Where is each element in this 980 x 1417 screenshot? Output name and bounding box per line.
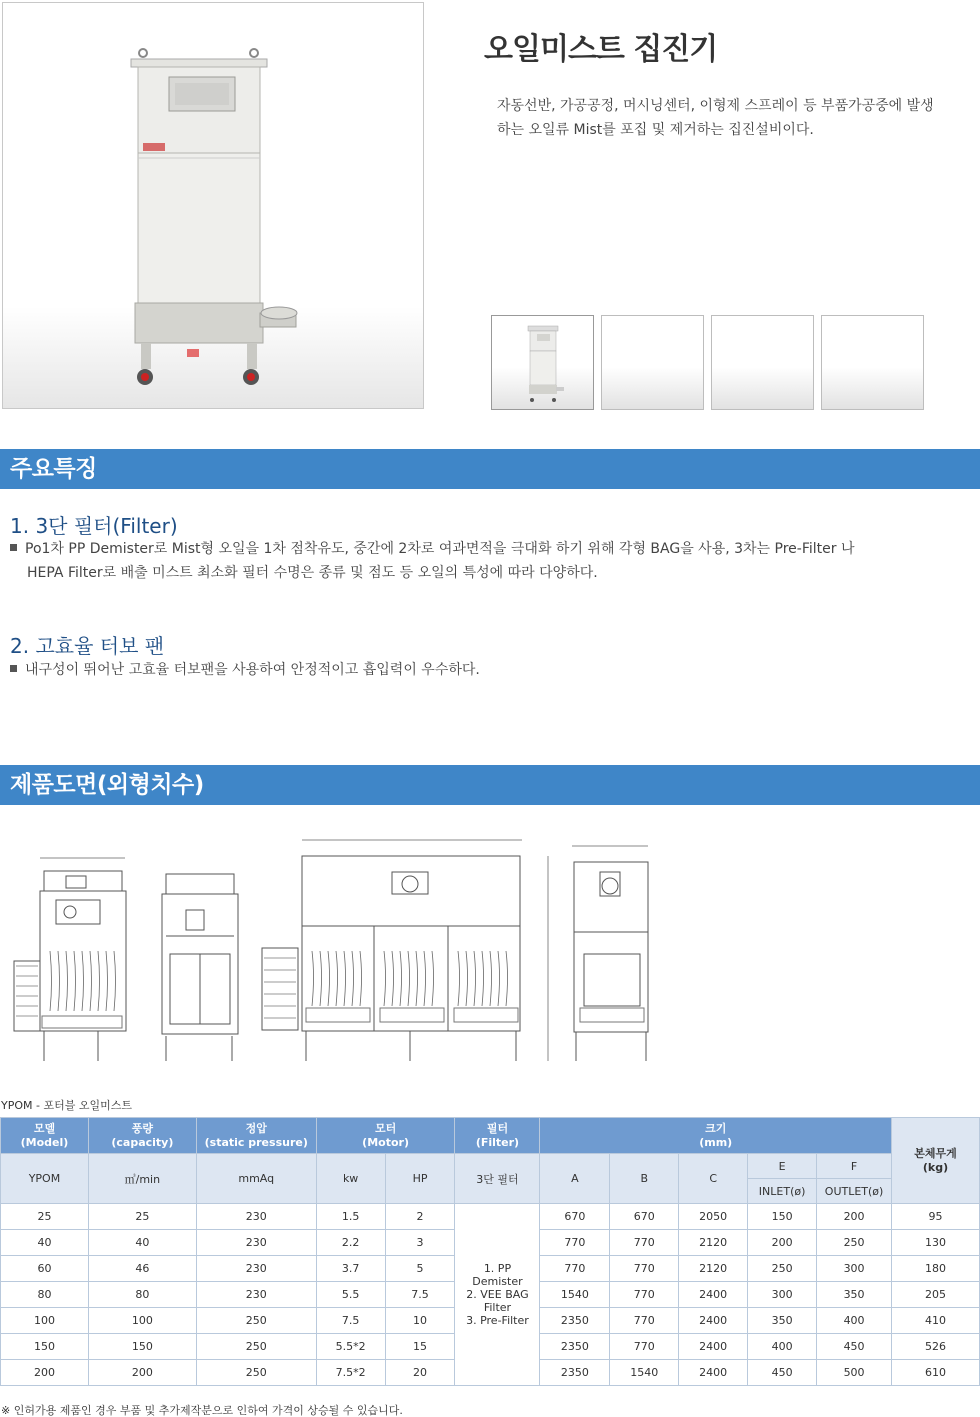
- cell-kw: 5.5*2: [316, 1334, 385, 1360]
- cell-c: 2120: [679, 1256, 748, 1282]
- cell-pressure: 250: [196, 1334, 316, 1360]
- cell-outlet: 200: [817, 1204, 892, 1230]
- cell-weight: 610: [892, 1360, 980, 1386]
- thumbnail-4[interactable]: [821, 315, 924, 410]
- cell-weight: 130: [892, 1230, 980, 1256]
- unit-filter: 3단 필터: [455, 1154, 540, 1204]
- header-size: 크기 (mm): [540, 1118, 892, 1154]
- unit-b: B: [610, 1154, 679, 1204]
- cell-b: 770: [610, 1282, 679, 1308]
- drawing-section-header: 제품도면(외형치수): [0, 765, 980, 805]
- cell-outlet: 250: [817, 1230, 892, 1256]
- cell-hp: 7.5: [385, 1282, 455, 1308]
- cell-c: 2400: [679, 1308, 748, 1334]
- unit-pressure: mmAq: [196, 1154, 316, 1204]
- cell-capacity: 200: [88, 1360, 196, 1386]
- cell-a: 770: [540, 1256, 610, 1282]
- spec-table: [0, 1117, 980, 1386]
- unit-a: A: [540, 1154, 610, 1204]
- cell-kw: 7.5*2: [316, 1360, 385, 1386]
- cell-weight: 180: [892, 1256, 980, 1282]
- table-row: [1, 1204, 980, 1230]
- cell-a: 670: [540, 1204, 610, 1230]
- product-drawings: [0, 826, 980, 1076]
- header-pressure: 정압 (static pressure): [196, 1118, 316, 1154]
- cell-hp: 5: [385, 1256, 455, 1282]
- unit-e: E: [748, 1154, 817, 1179]
- header-model: 모델 (Model): [1, 1118, 89, 1154]
- cell-model: 40: [1, 1230, 89, 1256]
- drawing-side-large: [572, 846, 648, 1061]
- cell-c: 2050: [679, 1204, 748, 1230]
- cell-inlet: 250: [748, 1256, 817, 1282]
- table-note: ※ 인허가용 제품인 경우 부품 및 추가제작분으로 인하여 가격이 상승될 수 있습니다.: [1, 1404, 403, 1417]
- cell-kw: 5.5: [316, 1282, 385, 1308]
- technical-drawing: [0, 826, 980, 1076]
- thumbnail-3[interactable]: [711, 315, 814, 410]
- oil-mist-collector-illustration: [3, 3, 424, 409]
- feature-2-title: 2. 고효율 터보 팬: [10, 634, 165, 658]
- cell-c: 2120: [679, 1230, 748, 1256]
- cell-hp: 15: [385, 1334, 455, 1360]
- feature-2-line-1: 내구성이 뛰어난 고효율 터보팬을 사용하여 안정적이고 흡입력이 우수하다.: [25, 662, 480, 678]
- cell-pressure: 250: [196, 1360, 316, 1386]
- cell-weight: 526: [892, 1334, 980, 1360]
- product-description: 자동선반, 가공공정, 머시닝센터, 이형제 스프레이 등 부품가공중에 발생하는 오일류 Mist를 포집 및 제거하는 집진설비이다.: [497, 98, 934, 138]
- drawing-side-small: [162, 874, 238, 1061]
- unit-inlet: INLET(ø): [748, 1179, 817, 1204]
- cell-outlet: 400: [817, 1308, 892, 1334]
- cell-capacity: 150: [88, 1334, 196, 1360]
- main-product-image: [2, 2, 424, 409]
- cell-hp: 20: [385, 1360, 455, 1386]
- cell-hp: 2: [385, 1204, 455, 1230]
- cell-model: 80: [1, 1282, 89, 1308]
- feature-1-title: 1. 3단 필터(Filter): [10, 514, 178, 538]
- cell-model: 100: [1, 1308, 89, 1334]
- cell-kw: 7.5: [316, 1308, 385, 1334]
- cell-outlet: 300: [817, 1256, 892, 1282]
- bullet-icon: [10, 665, 17, 672]
- header-filter: 필터 (Filter): [455, 1118, 540, 1154]
- feature-2-text: [10, 658, 910, 682]
- cell-model: 150: [1, 1334, 89, 1360]
- header-motor: 모터 (Motor): [316, 1118, 455, 1154]
- header-capacity: 풍량 (capacity): [88, 1118, 196, 1154]
- thumbnail-product-image: [492, 316, 593, 409]
- feature-1-text: [10, 537, 910, 585]
- cell-filter-desc: 1. PP Demister 2. VEE BAG Filter 3. Pre-Filter: [455, 1204, 540, 1386]
- cell-inlet: 150: [748, 1204, 817, 1230]
- cell-capacity: 80: [88, 1282, 196, 1308]
- cell-kw: 1.5: [316, 1204, 385, 1230]
- unit-outlet: OUTLET(ø): [817, 1179, 892, 1204]
- unit-c: C: [679, 1154, 748, 1204]
- thumbnail-1[interactable]: [491, 315, 594, 410]
- thumbnail-gallery: [491, 315, 924, 410]
- cell-pressure: 230: [196, 1204, 316, 1230]
- cell-hp: 10: [385, 1308, 455, 1334]
- thumbnail-2[interactable]: [601, 315, 704, 410]
- cell-inlet: 300: [748, 1282, 817, 1308]
- cell-pressure: 230: [196, 1282, 316, 1308]
- cell-model: 25: [1, 1204, 89, 1230]
- cell-pressure: 230: [196, 1230, 316, 1256]
- cell-kw: 3.7: [316, 1256, 385, 1282]
- cell-capacity: 100: [88, 1308, 196, 1334]
- header-weight: 본체무게 (kg): [892, 1118, 980, 1204]
- product-title: 오일미스트 집진기: [484, 32, 718, 67]
- cell-capacity: 25: [88, 1204, 196, 1230]
- table-caption: YPOM - 포터블 오일미스트: [1, 1099, 132, 1112]
- cell-capacity: 40: [88, 1230, 196, 1256]
- cell-inlet: 350: [748, 1308, 817, 1334]
- unit-hp: HP: [385, 1154, 455, 1204]
- cell-a: 2350: [540, 1360, 610, 1386]
- cell-b: 770: [610, 1230, 679, 1256]
- cell-capacity: 46: [88, 1256, 196, 1282]
- cell-inlet: 450: [748, 1360, 817, 1386]
- unit-f: F: [817, 1154, 892, 1179]
- cell-outlet: 350: [817, 1282, 892, 1308]
- cell-a: 2350: [540, 1308, 610, 1334]
- cell-b: 770: [610, 1256, 679, 1282]
- bullet-icon: [10, 544, 17, 551]
- cell-kw: 2.2: [316, 1230, 385, 1256]
- cell-model: 60: [1, 1256, 89, 1282]
- cell-b: 770: [610, 1308, 679, 1334]
- cell-inlet: 400: [748, 1334, 817, 1360]
- cell-b: 670: [610, 1204, 679, 1230]
- cell-weight: 410: [892, 1308, 980, 1334]
- cell-b: 770: [610, 1334, 679, 1360]
- cell-pressure: 250: [196, 1308, 316, 1334]
- cell-b: 1540: [610, 1360, 679, 1386]
- cell-weight: 205: [892, 1282, 980, 1308]
- features-section-header: 주요특징: [0, 449, 980, 489]
- drawing-front-large: [262, 840, 548, 1061]
- cell-a: 770: [540, 1230, 610, 1256]
- unit-kw: kw: [316, 1154, 385, 1204]
- cell-model: 200: [1, 1360, 89, 1386]
- cell-hp: 3: [385, 1230, 455, 1256]
- unit-capacity: ㎥/min: [88, 1154, 196, 1204]
- unit-model: YPOM: [1, 1154, 89, 1204]
- cell-a: 1540: [540, 1282, 610, 1308]
- cell-outlet: 450: [817, 1334, 892, 1360]
- feature-1-line-2: HEPA Filter로 배출 미스트 최소화 필터 수명은 종류 및 점도 등 오일의 특성에 따라 다양하다.: [27, 565, 598, 581]
- feature-1-line-1: Po1차 PP Demister로 Mist형 오일을 1차 점착유도, 중간에 2차로 여과면적을 극대화 하기 위해 각형 BAG을 사용, 3차는 Pre-Filter 나: [25, 541, 855, 557]
- cell-pressure: 230: [196, 1256, 316, 1282]
- cell-outlet: 500: [817, 1360, 892, 1386]
- cell-a: 2350: [540, 1334, 610, 1360]
- cell-c: 2400: [679, 1334, 748, 1360]
- cell-inlet: 200: [748, 1230, 817, 1256]
- cell-weight: 95: [892, 1204, 980, 1230]
- cell-c: 2400: [679, 1360, 748, 1386]
- drawing-front-small: [14, 858, 126, 1061]
- cell-c: 2400: [679, 1282, 748, 1308]
